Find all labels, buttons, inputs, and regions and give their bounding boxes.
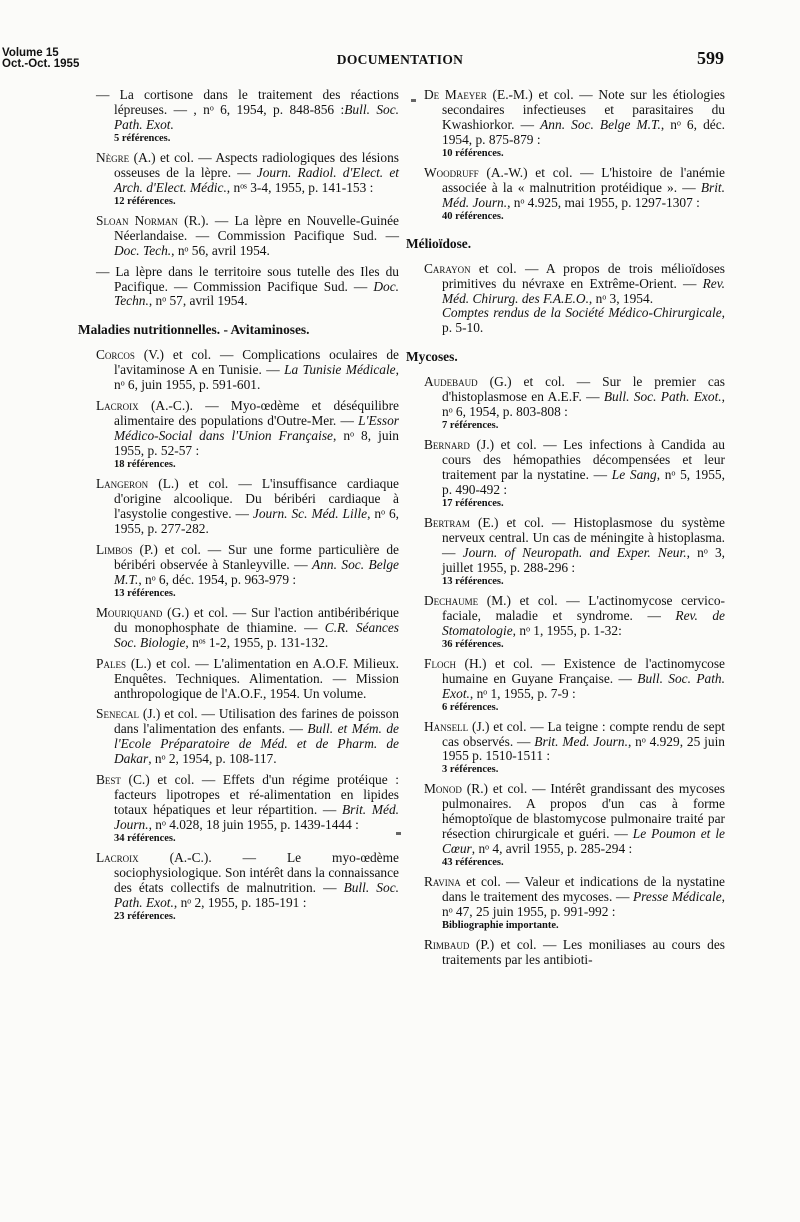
bibliography-entry <box>424 516 725 588</box>
entry-text: (L.) et col. — L'alimentation en A.O.F. Milieux. Enquêtes. Techniques. Alimentation. — Mission anthropologique de l'A.O.F., 1954. Un volume. <box>114 655 399 701</box>
bibliography-entry <box>96 151 399 208</box>
entry-text: , nᵒ 6, déc. 1954, p. 875-879 : <box>442 116 726 147</box>
journal-title: Journ. of Neuropath. and Exper. Neur. <box>462 544 687 560</box>
journal-title: Doc. Techn. <box>114 278 399 309</box>
running-title: DOCUMENTATION <box>336 52 464 67</box>
author-name: Woodruff <box>424 164 479 180</box>
entry-text: (P.) et col. — Les moniliases au cours des traitements par les antibioti- <box>442 937 725 967</box>
journal-title: Doc. Tech. <box>114 242 172 258</box>
reference-count: 12 références. <box>114 195 176 207</box>
journal-title: Journ. Sc. Méd. Lille <box>252 505 368 521</box>
bibliography-entry <box>424 875 725 932</box>
entry-text: , nᵒ 1, 1955, p. 1-32: <box>512 622 622 638</box>
author-name: Audebaud <box>424 374 478 390</box>
journal-title: L'Essor Médico-Social dans l'Union Française <box>114 413 399 444</box>
section-heading: Mycoses. <box>406 349 458 365</box>
journal-title: Bull. Soc. Path. Exot. <box>603 389 722 405</box>
author-name: Best <box>96 772 121 788</box>
journal-title: Brit. Méd. Journ. <box>442 179 725 210</box>
bibliography-entry <box>424 938 725 968</box>
entry-text: (E.-M.) et col. — Note sur les étiologies secondaires infectieuses et parasitaires du Kwashiorkor. — <box>442 87 725 132</box>
journal-title: Rev. Méd. Chirurg. des F.A.E.O. <box>442 275 725 306</box>
author-name: Lacroix <box>96 398 139 414</box>
entry-text: (H.) et col. — Existence de l'actinomycose humaine en Guyane Française. — <box>442 655 725 686</box>
author-name: Dechaume <box>424 592 479 608</box>
page-header <box>0 44 800 80</box>
entry-text: (C.) et col. — Effets d'un régime protéique : facteurs lipotropes et ré-alimentation en lipides totaux hépatiques et leur répartition. — <box>114 772 399 818</box>
author-name: Lacroix <box>96 850 139 866</box>
entry-text: (R.). — La lèpre en Nouvelle-Guinée Néerlandaise. — Commission Pacifique Sud. — <box>114 212 400 243</box>
entry-text: (A.-C.). — Le myo-œdème sociophysiologique. Son intérêt dans la connaissance des états collectifs de malnutrition. — <box>114 850 399 895</box>
bibliography-entry <box>424 720 725 777</box>
entry-text: (J.) et col. — Utilisation des farines de poisson dans l'alimentation des enfants. — <box>114 706 399 737</box>
reference-count: Bibliographie importante. <box>442 920 559 932</box>
author-name: Langeron <box>96 476 149 492</box>
bibliography-entry <box>96 477 399 537</box>
bibliography-entry <box>96 399 399 471</box>
entry-text: (V.) et col. — Complications oculaires de l'avitaminose A en Tunisie. — <box>114 347 399 378</box>
author-name: Mouriquand <box>96 604 163 620</box>
bibliography-entry <box>424 88 725 160</box>
journal-title: Brit. Med. Journ. <box>534 733 628 749</box>
section-heading: Mélioïdose. <box>406 235 472 251</box>
entry-text: , nᵒ 4.028, 18 juin 1955, p. 1439-1444 : <box>148 817 359 833</box>
entry-text: , nᵒ 4.925, mai 1955, p. 1297-1307 : <box>507 194 700 210</box>
author-name: Limbos <box>96 541 133 557</box>
author-name: Pales <box>96 655 126 671</box>
entry-text: , nᵒ 6, 1954, p. 848-856 : <box>193 101 345 117</box>
bibliography-entry <box>424 438 725 510</box>
reference-count: 13 références. <box>114 587 176 599</box>
left-column <box>78 87 400 929</box>
entry-text: , nᵒ 2, 1955, p. 185-191 : <box>173 894 307 910</box>
page-number: 599 <box>697 48 724 68</box>
entry-text: , nᵒ 57, avril 1954. <box>148 293 248 309</box>
entry-text: (G.) et col. — Sur l'action antibéribérique du monophosphate de thiamine. — <box>114 604 399 635</box>
reference-count: 10 références. <box>442 147 504 159</box>
journal-title: La Tunisie Médicale <box>284 362 396 378</box>
journal-title: Comptes rendus de la Société Médico-Chirurgicale <box>442 305 722 321</box>
bibliography-entry <box>96 88 399 145</box>
reference-count: 40 références. <box>442 210 504 222</box>
entry-text: , nᵒ 4.929, 25 juin 1955 p. 1510-1511 : <box>442 733 725 764</box>
author-name: Floch <box>424 655 456 671</box>
entry-text: , nᵒ 47, 25 juin 1955, p. 991-992 : <box>442 889 725 920</box>
author-name: Bertram <box>424 515 470 531</box>
bibliography-entry <box>424 782 725 869</box>
entry-text: (E.) et col. — Histoplasmose du système nerveux central. Un cas de méningite à histoplasma. — <box>442 515 725 560</box>
author-name: Sloan Norman <box>96 212 178 228</box>
bibliography-entry <box>96 773 399 845</box>
journal-title: Presse Médicale <box>632 889 722 905</box>
entry-text: — La lèpre dans le territoire sous tutelle des Iles du Pacifique. — Commission Pacifique Sud. — <box>96 263 399 294</box>
journal-title: Le Poumon et le Cœur <box>442 826 725 857</box>
entry-text: , p. 5-10. <box>442 305 725 336</box>
journal-title: Ann. Soc. Belge M.T. <box>540 116 661 132</box>
margin-mark <box>411 99 416 102</box>
author-name: Monod <box>424 781 462 797</box>
entry-text: (R.) et col. — Intérêt grandissant des mycoses pulmonaires. A propos d'un cas à forme hémoptoïque de blastomycose pulmonaire traité par résection chirurgicale et guéri. — <box>442 781 725 842</box>
entry-text: , nᵒ 3, 1954. <box>588 290 654 306</box>
author-name: Corcos <box>96 347 135 363</box>
issue-date-line: Oct.-Oct. 1955 <box>2 58 80 70</box>
bibliography-entry <box>424 594 725 651</box>
entry-text: , nᵒ 3, juillet 1955, p. 288-296 : <box>442 544 725 575</box>
reference-count: 5 références. <box>114 132 171 144</box>
entry-text: , nᵒ 5, 1955, p. 490-492 : <box>442 467 725 498</box>
reference-count: 23 références. <box>114 910 176 922</box>
entry-text: (A.-W.) et col. — L'histoire de l'anémie associée à la « malnutrition protéidique ». — <box>442 164 725 195</box>
author-name: Ravina <box>424 874 461 890</box>
reference-count: 7 références. <box>442 420 499 432</box>
bibliography-entry <box>96 348 399 393</box>
reference-count: 17 références. <box>442 498 504 510</box>
bibliography-entry <box>96 851 399 923</box>
bibliography-entry <box>424 375 725 432</box>
journal-title: Le Sang <box>611 467 657 483</box>
section-heading: Maladies nutritionnelles. - Avitaminoses. <box>78 322 310 338</box>
entry-text: (G.) et col. — Sur le premier cas d'histoplasmose en A.E.F. — <box>442 374 725 405</box>
entry-text: (J.) et col. — La teigne : compte rendu de sept cas observés. — <box>442 718 725 749</box>
entry-text: , nᵒ 4, avril 1955, p. 285-294 : <box>471 841 633 857</box>
journal-title: Bull. et Mém. de l'Ecole Préparatoire de Méd. et de Pharm. de Dakar <box>114 721 400 767</box>
bibliography-entry <box>424 657 725 714</box>
entry-text: , nᵒ 6, juin 1955, p. 591-601. <box>114 362 399 393</box>
journal-title: C.R. Séances Soc. Biologie <box>114 619 399 650</box>
entry-text: (A.) et col. — Aspects radiologiques des lésions osseuses de la lèpre. — <box>114 149 399 180</box>
author-name: Rimbaud <box>424 937 470 953</box>
reference-count: 13 références. <box>442 575 504 587</box>
entry-text: (L.) et col. — L'insuffisance cardiaque d'origine alcoolique. Du béribéri cardiaque à l'asystolie congestive. — <box>114 476 399 521</box>
entry-text: , nᵒ 6, 1955, p. 277-282. <box>114 505 399 536</box>
entry-text: , nᵒ 56, avril 1954. <box>171 242 270 258</box>
journal-title: Bull. Soc. Path. Exot. <box>442 670 725 701</box>
reference-count: 6 références. <box>442 701 499 713</box>
bibliography-entry <box>96 657 399 702</box>
entry-text: , nᵒ 6, déc. 1954, p. 963-979 : <box>138 571 297 587</box>
volume-line: Volume 15 <box>2 47 59 59</box>
journal-title: Rev. de Stomatologie <box>442 607 726 638</box>
bibliography-entry <box>96 543 399 600</box>
entry-text: et col. — A propos de trois mélioïdoses primitives du névraxe en Extrême-Orient. — <box>442 260 725 291</box>
entry-text: , nᵒ 8, juin 1955, p. 52-57 : <box>114 428 399 459</box>
journal-title: Brit. Méd. Journ. <box>114 802 399 833</box>
entry-text: (M.) et col. — L'actinomycose cervico-faciale, maladie et syndrome. — <box>442 592 725 623</box>
bibliography-entry <box>424 166 725 223</box>
author-name: Carayon <box>424 260 471 276</box>
entry-text: (J.) et col. — Les infections à Candida au cours des hémopathies décompensées et leur traitement par la nystatine. — <box>442 437 725 483</box>
entry-text: et col. — Valeur et indications de la nystatine dans le traitement des mycoses. — <box>442 874 725 905</box>
right-column <box>406 87 726 974</box>
bibliography-entry <box>96 265 399 310</box>
journal-title: Journ. Radiol. d'Elect. et Arch. d'Elect. Médic. <box>114 164 399 195</box>
entry-text: , nᵒ 1, 1955, p. 7-9 : <box>469 685 576 701</box>
journal-title: Ann. Soc. Belge M.T. <box>114 556 399 587</box>
reference-count: 18 références. <box>114 459 176 471</box>
reference-count: 34 références. <box>114 833 176 845</box>
author-name: Nègre <box>96 149 130 165</box>
entry-text: , nᵒ 2, 1954, p. 108-117. <box>148 751 277 767</box>
reference-count: 36 références. <box>442 638 504 650</box>
author-name: Senecal <box>96 706 139 722</box>
entry-text: , nᵒ 6, 1954, p. 803-808 : <box>442 389 725 420</box>
reference-count: 3 références. <box>442 764 499 776</box>
bibliography-entry <box>96 214 399 259</box>
bibliography-entry <box>96 707 399 767</box>
author-name: De Maeyer <box>424 87 487 102</box>
journal-title: Bull. Soc. Path. Exot. <box>114 101 399 132</box>
author-name: Hansell <box>424 718 469 734</box>
author-name: Bernard <box>424 437 470 453</box>
reference-count: 43 références. <box>442 857 504 869</box>
journal-title: Bull. Soc. Path. Exot. <box>114 879 399 910</box>
entry-text: (A.-C.). — Myo-œdème et déséquilibre alimentaire des populations d'Outre-Mer. — <box>114 398 399 429</box>
entry-text: (P.) et col. — Sur une forme particulière de béribéri observée à Stanleyville. — <box>114 541 399 572</box>
entry-text: , nᵒˢ 1-2, 1955, p. 131-132. <box>185 634 329 650</box>
bibliography-entry <box>424 262 725 337</box>
entry-text: — La cortisone dans le traitement des réactions lépreuses. — <box>96 87 399 117</box>
entry-text: , nᵒˢ 3-4, 1955, p. 141-153 : <box>226 179 374 195</box>
bibliography-entry <box>96 606 399 651</box>
